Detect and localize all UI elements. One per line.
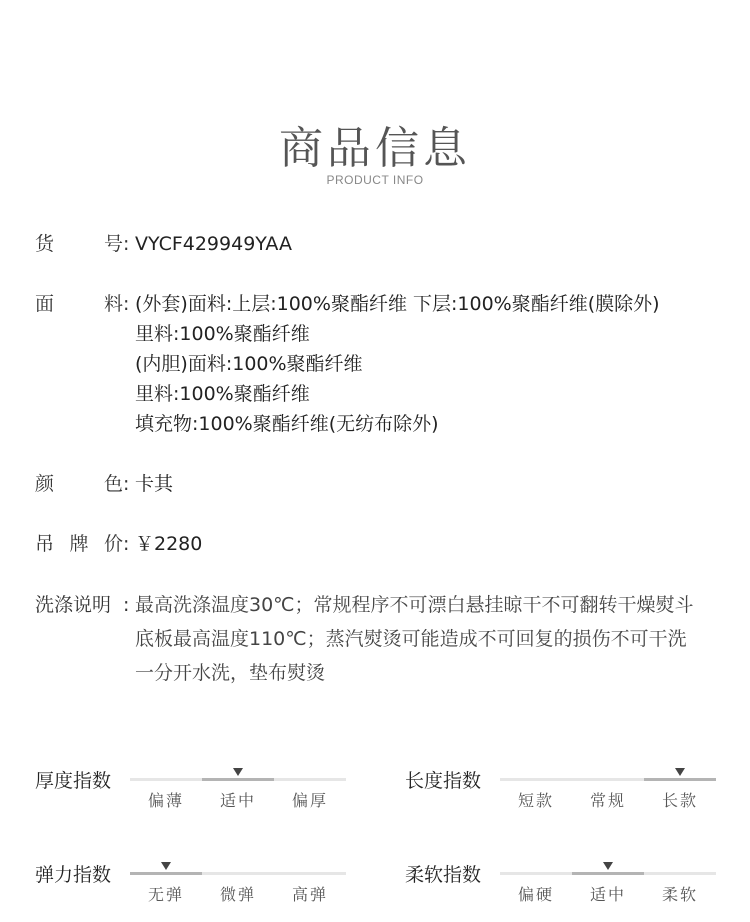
wash-line: 底板最高温度110℃；蒸汽熨烫可能造成不可回复的损伤不可干洗 bbox=[135, 628, 687, 650]
scale-segment bbox=[202, 778, 274, 781]
scale-segment bbox=[572, 872, 644, 875]
price-value: ￥2280 bbox=[135, 533, 203, 555]
material-value bbox=[135, 289, 660, 439]
price-row bbox=[35, 529, 730, 559]
scale-option-label: 短款 bbox=[517, 791, 554, 810]
page-title: 商品信息 bbox=[279, 123, 471, 174]
sku-value: VYCF429949YAA bbox=[135, 233, 292, 255]
scale-segment bbox=[274, 778, 346, 781]
scale-segment bbox=[644, 872, 716, 875]
wash-label bbox=[35, 588, 135, 690]
scale-option-label: 长款 bbox=[661, 791, 698, 810]
material-line: 填充物:100%聚酯纤维(无纺布除外) bbox=[135, 413, 439, 435]
wash-label-text: 洗涤说明 bbox=[35, 594, 112, 616]
indicator-pointer-icon bbox=[233, 768, 243, 776]
scale-segment bbox=[130, 778, 202, 781]
elasticity-indicator bbox=[35, 862, 365, 922]
scale-segment bbox=[202, 872, 274, 875]
scale-option-label: 无弹 bbox=[147, 885, 184, 904]
softness-indicator bbox=[405, 862, 735, 922]
indicator-pointer-icon bbox=[675, 768, 685, 776]
thickness-indicator bbox=[35, 768, 365, 828]
price-label-char: 牌 bbox=[69, 533, 89, 555]
label-colon: : bbox=[123, 594, 130, 616]
indicator-label: 厚度指数 bbox=[35, 770, 112, 792]
indicator-scale bbox=[500, 862, 716, 922]
scale-segment bbox=[644, 778, 716, 781]
material-label-char: 面 bbox=[35, 293, 55, 315]
material-line: (内胆)面料:100%聚酯纤维 bbox=[135, 353, 363, 375]
scale-option-label: 偏硬 bbox=[517, 885, 554, 904]
sku-label bbox=[35, 229, 135, 259]
scale-segment bbox=[500, 872, 572, 875]
sku-row bbox=[35, 229, 730, 259]
indicator-label: 长度指数 bbox=[405, 770, 482, 792]
indicator-scale bbox=[130, 768, 346, 828]
scale-segment bbox=[274, 872, 346, 875]
color-label-char: 色 bbox=[103, 473, 123, 495]
price-label bbox=[35, 529, 135, 559]
label-colon: : bbox=[123, 293, 130, 315]
indicator-label: 弹力指数 bbox=[35, 864, 112, 886]
material-line: (外套)面料:上层:100%聚酯纤维 下层:100%聚酯纤维(膜除外) bbox=[135, 293, 660, 315]
price-label-char: 吊 bbox=[35, 533, 55, 555]
material-line: 里料:100%聚酯纤维 bbox=[135, 383, 310, 405]
wash-line: 最高洗涤温度30℃；常规程序不可漂白悬挂晾干不可翻转干燥熨斗 bbox=[135, 594, 694, 616]
color-value: 卡其 bbox=[135, 473, 174, 495]
material-row bbox=[35, 289, 730, 439]
scale-option-label: 微弹 bbox=[219, 885, 256, 904]
material-label-char: 料 bbox=[103, 293, 123, 315]
page-subtitle: PRODUCT INFO bbox=[326, 173, 424, 187]
price-label-char: 价 bbox=[103, 533, 123, 555]
scale-option-label: 常规 bbox=[589, 791, 626, 810]
sku-label-char: 号 bbox=[103, 233, 123, 255]
indicator-pointer-icon bbox=[161, 862, 171, 870]
color-label bbox=[35, 469, 135, 499]
indicator-label: 柔软指数 bbox=[405, 864, 482, 886]
wash-row bbox=[35, 588, 730, 690]
scale-option-label: 偏厚 bbox=[291, 791, 328, 810]
color-row bbox=[35, 469, 730, 499]
indicator-scale bbox=[500, 768, 716, 828]
scale-option-label: 适中 bbox=[589, 885, 626, 904]
scale-option-label: 高弹 bbox=[291, 885, 328, 904]
label-colon: : bbox=[123, 233, 130, 255]
scale-segment bbox=[500, 778, 572, 781]
label-colon: : bbox=[123, 533, 130, 555]
scale-segment bbox=[130, 872, 202, 875]
wash-value bbox=[135, 588, 710, 690]
material-line: 里料:100%聚酯纤维 bbox=[135, 323, 310, 345]
scale-segment bbox=[572, 778, 644, 781]
scale-option-label: 柔软 bbox=[661, 885, 698, 904]
length-indicator bbox=[405, 768, 735, 828]
label-colon: : bbox=[123, 473, 130, 495]
scale-option-label: 偏薄 bbox=[147, 791, 184, 810]
scale-option-label: 适中 bbox=[219, 791, 256, 810]
indicator-scale bbox=[130, 862, 346, 922]
indicator-pointer-icon bbox=[603, 862, 613, 870]
wash-line: 一分开水洗，垫布熨烫 bbox=[135, 662, 326, 684]
material-label bbox=[35, 289, 135, 439]
color-label-char: 颜 bbox=[35, 473, 55, 495]
sku-label-char: 货 bbox=[35, 233, 55, 255]
